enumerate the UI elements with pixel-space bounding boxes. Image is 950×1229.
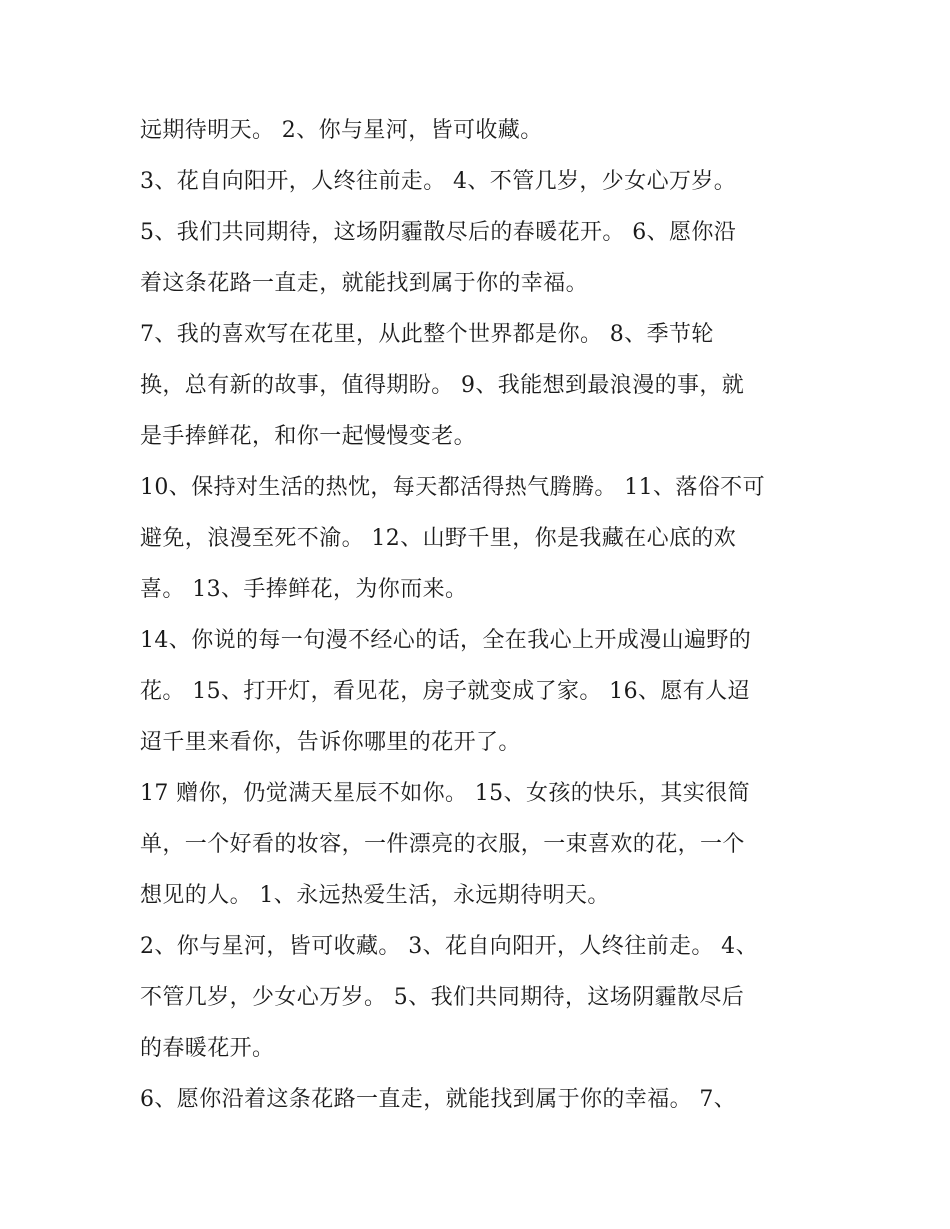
text-line: 2、你与星河，皆可收藏。 3、花自向阳开，人终往前走。 4、: [140, 934, 758, 959]
text-line: 远期待明天。 2、你与星河，皆可收藏。: [140, 118, 543, 143]
text-line: 7、我的喜欢写在花里，从此整个世界都是你。 8、季节轮: [140, 322, 714, 347]
text-line: 的春暖花开。: [140, 1036, 275, 1061]
text-line: 换，总有新的故事，值得期盼。 9、我能想到最浪漫的事，就: [140, 373, 745, 398]
text-line: 想见的人。 1、永远热爱生活，永远期待明天。: [140, 883, 610, 908]
text-line: 花。 15、打开灯，看见花，房子就变成了家。 16、愿有人迢: [140, 679, 750, 704]
text-line: 迢千里来看你，告诉你哪里的花开了。: [140, 730, 521, 755]
text-line: 单，一个好看的妆容，一件漂亮的衣服，一束喜欢的花，一个: [140, 832, 745, 857]
text-line: 着这条花路一直走，就能找到属于你的幸福。: [140, 271, 589, 296]
text-line: 6、愿你沿着这条花路一直走，就能找到属于你的幸福。 7、: [140, 1087, 737, 1112]
text-line: 避免，浪漫至死不渝。 12、山野千里，你是我藏在心底的欢: [140, 526, 737, 551]
text-line: 14、你说的每一句漫不经心的话，全在我心上开成漫山遍野的: [140, 628, 752, 653]
text-line: 不管几岁，少女心万岁。 5、我们共同期待，这场阴霾散尽后: [140, 985, 745, 1010]
text-line: 5、我们共同期待，这场阴霾散尽后的春暖花开。 6、愿你沿: [140, 220, 737, 245]
text-line: 喜。 13、手捧鲜花，为你而来。: [140, 577, 468, 602]
text-line: 10、保持对生活的热忱，每天都活得热气腾腾。 11、落俗不可: [140, 475, 765, 500]
text-line: 17 赠你，仍觉满天星辰不如你。 15、女孩的快乐，其实很简: [140, 781, 750, 806]
text-line: 3、花自向阳开，人终往前走。 4、不管几岁，少女心万岁。: [140, 169, 737, 194]
text-line: 是手捧鲜花，和你一起慢慢变老。: [140, 424, 477, 449]
document-body: [140, 105, 820, 1125]
